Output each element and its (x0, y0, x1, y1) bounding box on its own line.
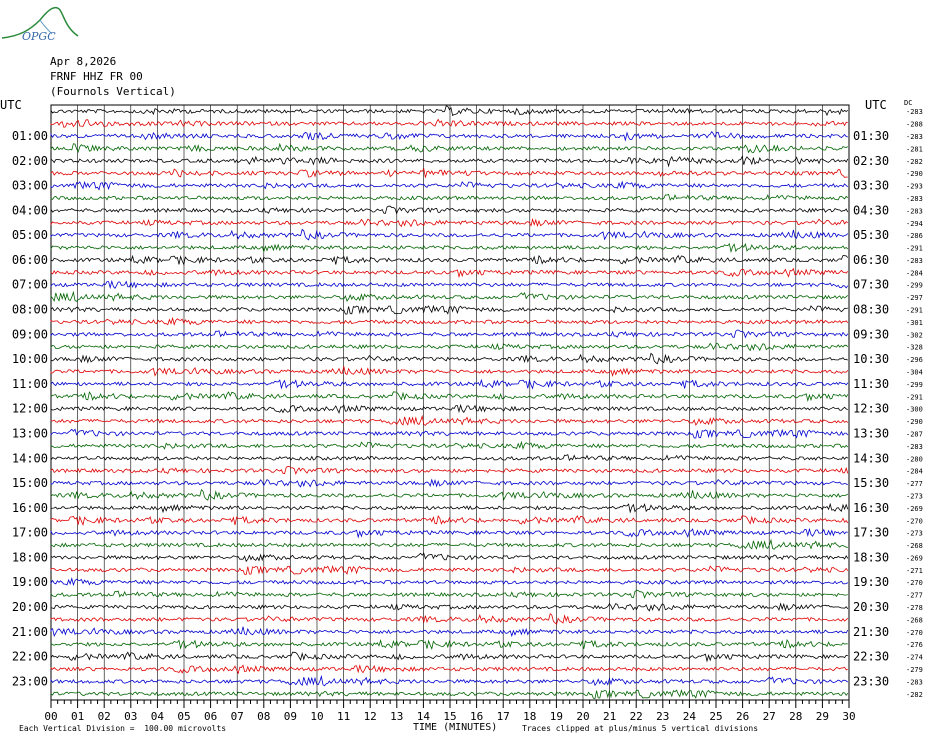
dc-offset-label: -269 (906, 554, 923, 563)
x-tick-label: 14 (416, 710, 431, 723)
seismic-trace (51, 416, 848, 425)
x-tick-label: 01 (70, 710, 85, 723)
left-hour-label: 13:00 (11, 426, 48, 441)
x-tick-label: 23 (656, 710, 670, 723)
x-tick-label: 18 (523, 710, 537, 723)
dc-offset-label: -291 (906, 244, 923, 253)
dc-offset-label: -270 (906, 579, 923, 588)
dc-offset-label: -281 (906, 145, 923, 154)
dc-offset-label: -288 (906, 120, 923, 129)
seismic-trace (51, 106, 848, 116)
x-tick-label: 15 (443, 710, 457, 723)
dc-offset-label: -283 (906, 108, 923, 117)
right-hour-label: 07:30 (853, 277, 890, 292)
dc-offset-label: -293 (906, 182, 923, 191)
right-hour-label: 11:30 (853, 376, 890, 391)
dc-offset-label: -283 (906, 132, 923, 141)
seismic-trace (51, 269, 848, 277)
right-hour-label: 22:30 (853, 649, 890, 664)
right-hour-label: 17:30 (853, 525, 890, 540)
x-tick-label: 02 (97, 710, 111, 723)
dc-offset-label: -301 (906, 318, 923, 327)
dc-offset-label: -283 (906, 442, 923, 451)
seismic-trace (51, 392, 848, 401)
dc-offset-label: -268 (906, 542, 923, 551)
left-hour-label: 04:00 (11, 203, 48, 218)
left-hour-label: 16:00 (11, 500, 48, 515)
seismic-trace (51, 144, 848, 153)
dc-offset-label: -282 (906, 690, 923, 699)
dc-offset-label: -304 (906, 368, 923, 377)
seismic-trace (51, 219, 848, 226)
left-hour-label: 18:00 (11, 550, 48, 565)
seismic-trace (51, 480, 848, 487)
seismic-trace (51, 579, 848, 585)
seismic-trace (51, 330, 848, 337)
seismic-trace (51, 366, 848, 375)
left-hour-label: 06:00 (11, 252, 48, 267)
x-tick-label: 25 (709, 710, 723, 723)
seismic-trace (51, 206, 848, 213)
seismic-trace (51, 614, 848, 624)
dc-offset-label: -299 (906, 380, 923, 389)
dc-offset-label: -294 (906, 219, 923, 228)
dc-offset-label: -328 (906, 343, 923, 352)
right-hour-label: 19:30 (853, 575, 890, 590)
seismic-trace (51, 157, 848, 166)
x-tick-label: 29 (815, 710, 830, 723)
left-hour-label: 02:00 (11, 153, 48, 168)
right-hour-label: 02:30 (853, 153, 890, 168)
right-hour-label: 16:30 (853, 500, 890, 515)
right-hour-label: 09:30 (853, 327, 890, 342)
dc-offset-label: -296 (906, 356, 923, 365)
left-hour-label: 11:00 (11, 376, 48, 391)
seismic-trace (51, 405, 848, 413)
right-hour-label: 05:30 (853, 228, 890, 243)
seismic-trace (51, 306, 848, 314)
right-hour-label: 01:30 (853, 128, 890, 143)
dc-axis-title: DC (904, 99, 913, 107)
dc-offset-label: -283 (906, 256, 923, 265)
dc-offset-label: -276 (906, 641, 923, 650)
dc-offset-label: -286 (906, 232, 923, 241)
left-hour-label: 21:00 (11, 624, 48, 639)
x-tick-label: 13 (390, 710, 404, 723)
dc-offset-label: -274 (906, 653, 923, 662)
dc-offset-label: -302 (906, 331, 923, 340)
seismic-trace (51, 690, 848, 698)
left-axis-title: UTC (0, 98, 22, 112)
dc-offset-label: -273 (906, 492, 923, 501)
dc-offset-label: -290 (906, 418, 923, 427)
left-hour-label: 03:00 (11, 178, 48, 193)
dc-offset-label: -300 (906, 405, 923, 414)
left-hour-label: 12:00 (11, 401, 48, 416)
right-axis-title: UTC (865, 98, 887, 112)
dc-offset-label: -282 (906, 157, 923, 166)
right-hour-label: 10:30 (853, 352, 890, 367)
seismic-trace (51, 553, 848, 561)
seismic-trace (51, 590, 848, 597)
seismic-trace (51, 442, 848, 449)
x-tick-label: 27 (762, 710, 776, 723)
dc-offset-label: -283 (906, 194, 923, 203)
x-tick-label: 07 (230, 710, 244, 723)
seismic-trace (51, 169, 848, 178)
left-hour-label: 19:00 (11, 575, 48, 590)
left-hour-label: 09:00 (11, 327, 48, 342)
dc-offset-label: -270 (906, 517, 923, 526)
right-hour-label: 13:30 (853, 426, 890, 441)
seismic-trace (51, 677, 848, 686)
seismic-trace (51, 455, 848, 461)
x-tick-label: 00 (44, 710, 58, 723)
seismic-trace (51, 504, 848, 512)
logo-text: OPGC (22, 30, 56, 43)
dc-offset-label: -268 (906, 616, 923, 625)
seismic-trace (51, 604, 848, 611)
seismic-trace (51, 194, 848, 200)
left-hour-label: 20:00 (11, 600, 48, 615)
seismic-trace (51, 540, 848, 549)
x-tick-label: 17 (496, 710, 510, 723)
dc-offset-label: -269 (906, 504, 923, 513)
right-hour-label: 14:30 (853, 451, 890, 466)
seismic-trace (51, 343, 848, 350)
seismic-trace (51, 244, 848, 252)
seismic-trace (51, 229, 848, 239)
dc-offset-label: -297 (906, 294, 923, 303)
left-hour-label: 14:00 (11, 451, 48, 466)
right-hour-label: 03:30 (853, 178, 890, 193)
seismic-trace (51, 292, 848, 301)
x-tick-label: 22 (629, 710, 643, 723)
dc-offset-label: -287 (906, 430, 923, 439)
dc-offset-label: -283 (906, 207, 923, 216)
x-tick-label: 26 (735, 710, 750, 723)
right-hour-label: 08:30 (853, 302, 890, 317)
dc-offset-label: -271 (906, 566, 923, 575)
x-tick-label: 30 (842, 710, 856, 723)
x-tick-label: 04 (150, 710, 165, 723)
seismic-trace (51, 665, 848, 673)
left-hour-label: 17:00 (11, 525, 48, 540)
seismic-trace (51, 256, 848, 265)
dc-offset-label: -284 (906, 467, 923, 476)
seismic-trace (51, 490, 848, 500)
right-hour-label: 04:30 (853, 203, 890, 218)
x-tick-label: 03 (124, 710, 138, 723)
right-hour-label: 06:30 (853, 252, 890, 267)
dc-offset-label: -277 (906, 591, 923, 600)
left-hour-label: 15:00 (11, 476, 48, 491)
dc-offset-label: -291 (906, 306, 923, 315)
division-note: Each Vertical Division = 100.00 microvolts (19, 724, 227, 733)
x-tick-label: 28 (789, 710, 803, 723)
left-hour-label: 08:00 (11, 302, 48, 317)
x-tick-label: 21 (602, 710, 617, 723)
seismic-trace (51, 318, 848, 324)
dc-offset-label: -299 (906, 281, 923, 290)
x-tick-label: 24 (682, 710, 697, 723)
location-label: (Fournols Vertical) (50, 85, 176, 98)
x-tick-label: 05 (177, 710, 191, 723)
seismic-trace (51, 353, 848, 363)
seismic-trace (51, 132, 848, 140)
dc-offset-label: -278 (906, 604, 923, 613)
left-hour-label: 22:00 (11, 649, 48, 664)
seismic-trace (51, 529, 848, 537)
dc-offset-label: -291 (906, 393, 923, 402)
seismic-trace (51, 119, 848, 127)
right-hour-label: 18:30 (853, 550, 890, 565)
dc-offset-label: -283 (906, 678, 923, 687)
right-hour-label: 20:30 (853, 600, 890, 615)
left-hour-label: 01:00 (11, 128, 48, 143)
left-hour-label: 05:00 (11, 228, 48, 243)
seismic-trace (51, 627, 848, 636)
dc-offset-label: -279 (906, 666, 923, 675)
x-tick-label: 12 (363, 710, 377, 723)
left-hour-label: 07:00 (11, 277, 48, 292)
x-axis-title: TIME (MINUTES) (413, 722, 498, 733)
x-tick-label: 08 (257, 710, 271, 723)
x-tick-label: 20 (576, 710, 590, 723)
seismic-trace (51, 380, 848, 389)
station-label: FRNF HHZ FR 00 (50, 70, 143, 83)
dc-offset-label: -284 (906, 269, 923, 278)
right-hour-label: 12:30 (853, 401, 890, 416)
dc-offset-label: -277 (906, 480, 923, 489)
x-tick-label: 10 (310, 710, 324, 723)
right-hour-label: 23:30 (853, 674, 890, 689)
seismic-trace (51, 516, 848, 525)
x-tick-label: 19 (549, 710, 564, 723)
clip-note: Traces clipped at plus/minus 5 vertical divisions (522, 724, 759, 733)
dc-offset-label: -280 (906, 455, 923, 464)
right-hour-label: 15:30 (853, 476, 890, 491)
dc-offset-label: -290 (906, 170, 923, 179)
x-tick-label: 09 (283, 710, 298, 723)
seismic-trace (51, 429, 848, 438)
seismic-trace (51, 652, 848, 661)
x-tick-label: 06 (203, 710, 218, 723)
dc-offset-label: -273 (906, 529, 923, 538)
x-tick-label: 11 (336, 710, 351, 723)
seismic-trace (51, 182, 848, 190)
left-hour-label: 10:00 (11, 352, 48, 367)
date-label: Apr 8,2026 (50, 55, 117, 68)
seismic-trace (51, 640, 848, 649)
seismic-trace (51, 466, 848, 473)
seismic-trace (51, 566, 848, 574)
left-hour-label: 23:00 (11, 674, 48, 689)
dc-offset-label: -270 (906, 628, 923, 637)
x-tick-label: 16 (469, 710, 484, 723)
seismic-trace (51, 281, 848, 288)
right-hour-label: 21:30 (853, 624, 890, 639)
